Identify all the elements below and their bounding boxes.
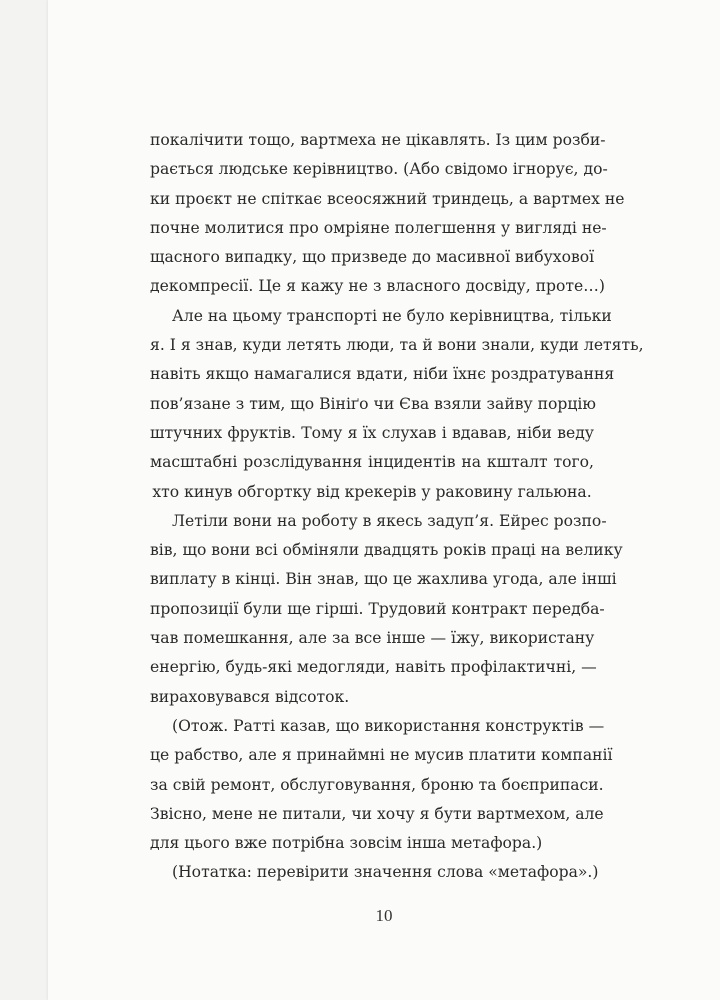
- paragraph-start: Але на цьому транспорті не було керівництва, тільки: [172, 306, 612, 325]
- text-line: це рабство, але я принаймні не мусив платити компанії: [150, 746, 613, 765]
- text-line: за свій ремонт, обслуговування, броню та боєприпаси.: [150, 775, 604, 794]
- text-line: вів, що вони всі обміняли двадцять років праці на велику: [150, 541, 623, 560]
- text-line: штучних фруктів. Тому я їх слухав і вдавав, ніби веду: [150, 423, 594, 442]
- body-text: [150, 126, 644, 888]
- text-line: покалічити тощо, вартмеха не цікавлять. Із цим розби-: [150, 131, 606, 149]
- text-line: для цього вже потрібна зовсім інша метафора.): [150, 834, 543, 853]
- paragraph-start: (Отож. Ратті казав, що використання конструктів —: [172, 716, 605, 735]
- text-line: ки проєкт не спіткає всеосяжний триндець, а вартмех не: [150, 189, 625, 208]
- text-line: масштабні розслідування інцидентів на кшталт того,: [150, 453, 594, 472]
- text-line: почне молитися про омріяне полегшення у вигляді не-: [150, 218, 607, 237]
- text-line: Звісно, мене не питали, чи хочу я бути вартмехом, але: [150, 804, 604, 823]
- text-line: щасного випадку, що призведе до масивної вибухової: [150, 248, 595, 267]
- text-line: чав помешкання, але за все інше — їжу, використану: [150, 629, 595, 648]
- text-line: рається людське керівництво. (Або свідомо ігнорує, до-: [150, 160, 608, 179]
- text-line: пов’язане з тим, що Вініґо чи Єва взяли зайву порцію: [150, 394, 596, 413]
- page-number: 10: [375, 906, 393, 925]
- text-line: хто кинув обгортку від крекерів у раковину гальюна.: [152, 482, 592, 501]
- text-line: пропозиції були ще гірші. Трудовий контракт передба-: [150, 599, 605, 618]
- text-line: виплату в кінці. Він знав, що це жахлива угода, але інші: [150, 570, 617, 589]
- text-line: декомпресії. Це я кажу не з власного досвіду, проте…): [150, 277, 605, 296]
- book-page: [48, 0, 720, 1000]
- text-line: енергію, будь-які медогляди, навіть профілактичні, —: [150, 658, 597, 677]
- text-line: я. І я знав, куди летять люди, та й вони знали, куди летять,: [150, 336, 644, 355]
- text-line: навіть якщо намагалися вдати, ніби їхнє роздратування: [150, 365, 615, 384]
- paragraph-start: Летіли вони на роботу в якесь задуп’я. Ейрес розпо-: [172, 511, 607, 530]
- paragraph-start: (Нотатка: перевірити значення слова «метафора».): [172, 863, 599, 882]
- text-line: вираховувався відсоток.: [150, 687, 350, 706]
